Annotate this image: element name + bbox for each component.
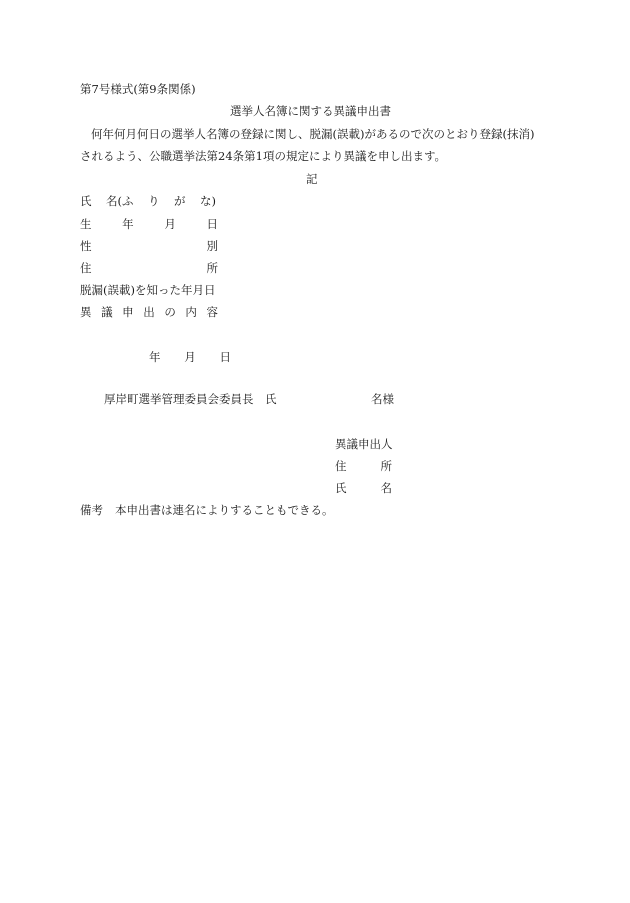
remark-text: 本申出書は連名によりすることもできる。 [115, 503, 334, 517]
addressee-honorific: 名様 [371, 392, 394, 406]
addressee: 厚岸町選挙管理委員会委員長 氏 [104, 392, 277, 406]
document-title: 選挙人名簿に関する異議申出書 [230, 104, 391, 118]
field-objection-content: 異 議 申 出 の 内 容 [80, 305, 218, 319]
ki-marker: 記 [306, 172, 318, 186]
objector-label: 異議申出人 [335, 437, 393, 451]
objector-name-field: 氏 名 [335, 481, 392, 495]
form-number: 第7号様式(第9条関係) [80, 82, 196, 96]
body-text-line-2: されるよう、公職選挙法第24条第1項の規定により異議を申し出ます。 [80, 149, 447, 163]
submission-date-line: 年 月 日 [149, 350, 231, 364]
field-sex: 性 別 [80, 239, 218, 253]
remark [80, 505, 334, 517]
field-date-known: 脱漏(誤載)を知った年月日 [80, 283, 216, 297]
field-address: 住 所 [80, 261, 218, 275]
body-text-line-1: 何年何月何日の選挙人名簿の登録に関し、脱漏(誤載)があるので次のとおり登録(抹消) [91, 127, 535, 141]
field-name-furigana: 氏 名(ふ り が な) [80, 194, 216, 208]
field-birthdate: 生 年 月 日 [80, 217, 218, 231]
objector-address-field: 住 所 [335, 459, 392, 473]
remark-label: 備考 [80, 503, 103, 517]
